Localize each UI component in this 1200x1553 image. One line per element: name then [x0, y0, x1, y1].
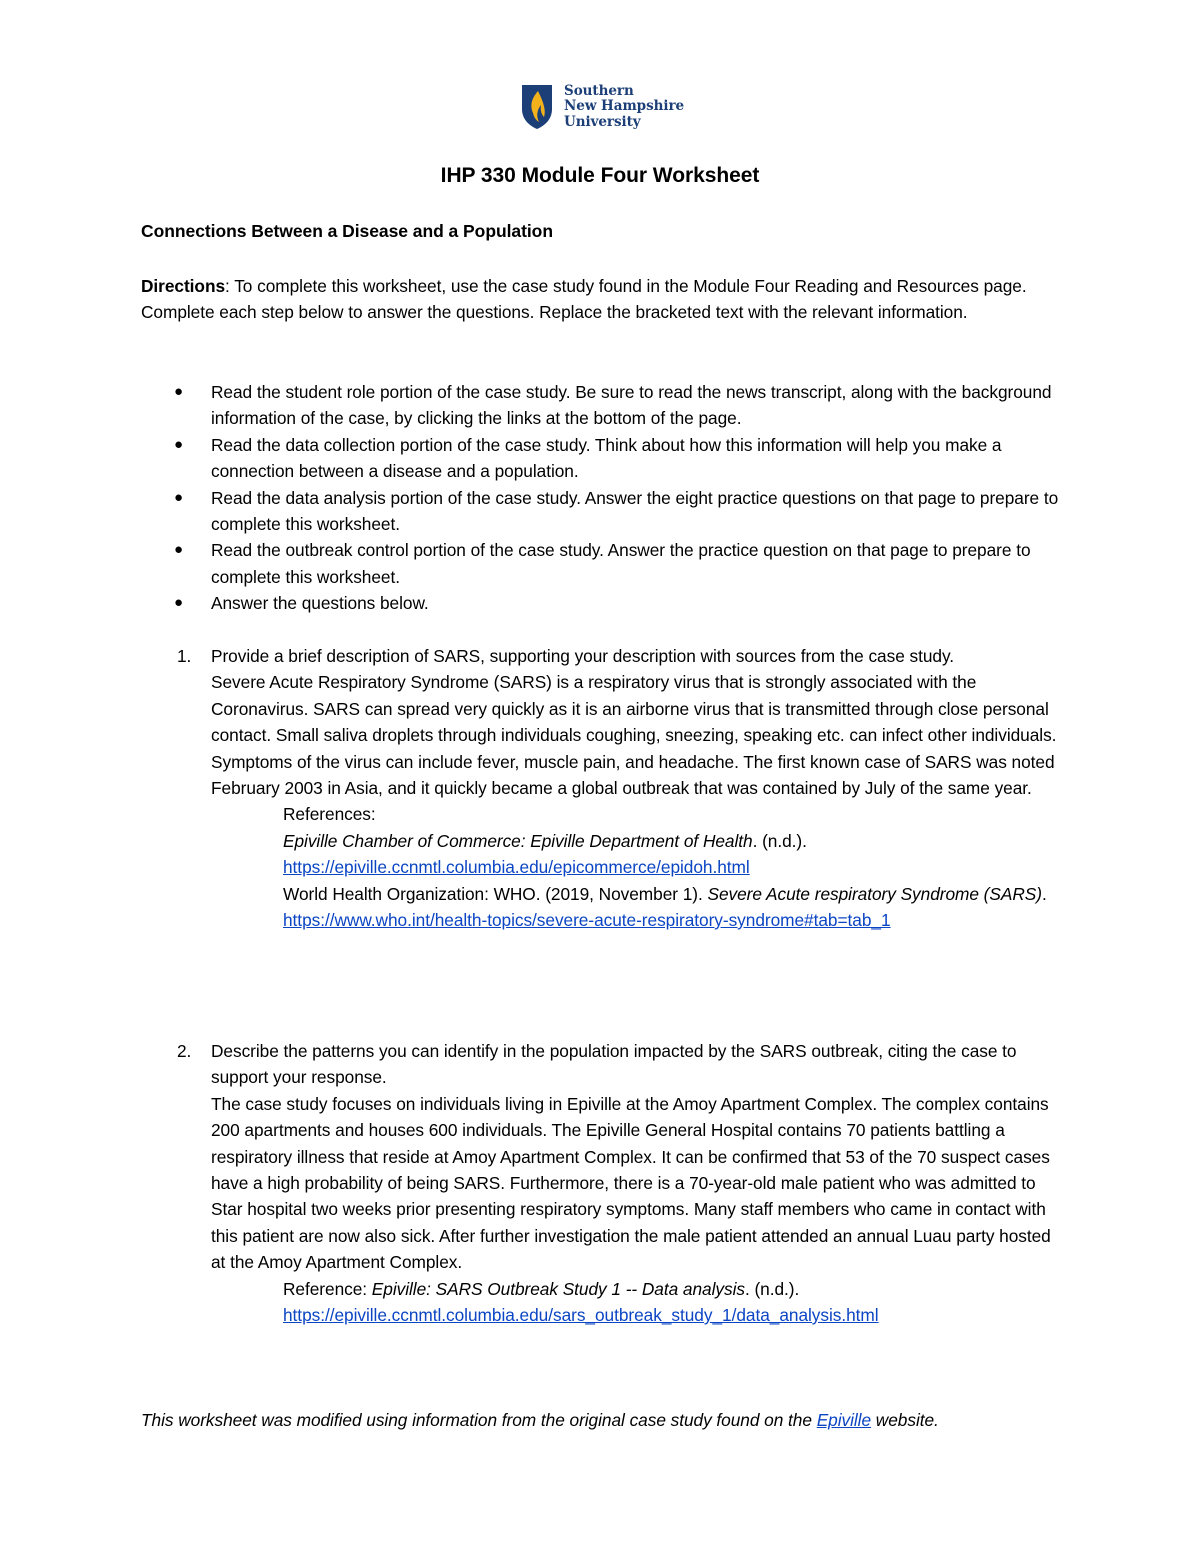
reference-date: . (n.d.).	[744, 1278, 800, 1299]
list-item-text: Answer the questions below.	[211, 593, 429, 614]
list-item-text: Read the student role portion of the case study. Be sure to read the news transcript, along with the background information of the case, by clicking the links at the bottom of the page.	[211, 382, 1052, 429]
shield-flame-icon	[520, 83, 554, 131]
references	[283, 801, 1061, 933]
question-text: Describe the patterns you can identify in the population impacted by the SARS outbreak, citing the case to support your response.	[211, 1041, 1017, 1088]
reference-label: Reference:	[283, 1278, 372, 1299]
footer-note	[141, 1405, 1041, 1435]
question-2	[141, 1038, 1061, 1328]
directions-paragraph	[141, 273, 1061, 326]
bullet-icon: ●	[174, 594, 184, 612]
list-item	[141, 590, 1061, 616]
instruction-list	[141, 379, 1061, 617]
reference-title: Severe Acute respiratory Syndrome (SARS)	[707, 883, 1042, 904]
page-title: IHP 330 Module Four Worksheet	[440, 164, 760, 187]
reference-separator: .	[1041, 883, 1047, 904]
logo-wordmark	[564, 84, 684, 131]
bullet-icon: ●	[174, 488, 184, 506]
list-item-text: Read the outbreak control portion of the case study. Answer the practice question on that page to prepare to complete this worksheet.	[211, 540, 1031, 587]
list-item-text: Read the data collection portion of the case study. Think about how this information will help you make a connection between a disease and a population.	[211, 434, 1002, 482]
bullet-icon: ●	[174, 541, 184, 559]
page-subtitle: Connections Between a Disease and a Population	[141, 221, 553, 241]
references-label: References:	[283, 804, 376, 825]
reference	[283, 1276, 1061, 1329]
reference-link[interactable]: https://epiville.ccnmtl.columbia.edu/sars_outbreak_study_1/data_analysis.html	[283, 1305, 879, 1326]
reference-title: Epiville Chamber of Commerce: Epiville Department of Health	[283, 830, 753, 851]
reference-link[interactable]: https://www.who.int/health-topics/severe-acute-respiratory-syndrome#tab=tab_1	[283, 910, 891, 931]
question-number: 2.	[177, 1041, 192, 1061]
logo-line-3: University	[564, 113, 641, 130]
logo-line-2: New Hampshire	[564, 98, 685, 115]
footer-text: This worksheet was modified using information from the original case study found on the	[141, 1410, 817, 1430]
reference-1	[283, 828, 1061, 881]
question-text: Provide a brief description of SARS, supporting your description with sources from the case study.	[211, 646, 955, 666]
question-1	[141, 643, 1061, 933]
list-item	[141, 379, 1061, 432]
logo-line-1: Southern	[564, 82, 634, 99]
epiville-link[interactable]: Epiville	[816, 1410, 872, 1430]
answer-text: Severe Acute Respiratory Syndrome (SARS) is a respiratory virus that is strongly associated with the Coronavirus. SARS can spread very quickly as it is an airborne virus that is transmitted through close personal contact. Small saliva droplets through individuals coughing, sneezing, speaking etc. can infect other individuals. Symptoms of the virus can include fever, muscle pain, and headache. The first known case of SARS was noted February 2003 in Asia, and it quickly became a global outbreak that was contained by July of the same year.	[211, 672, 1057, 799]
reference-link[interactable]: https://epiville.ccnmtl.columbia.edu/epicommerce/epidoh.html	[283, 857, 750, 878]
footer-text-end: website.	[871, 1410, 939, 1430]
list-item	[141, 432, 1061, 485]
bullet-icon: ●	[174, 383, 184, 400]
list-item	[141, 537, 1061, 590]
directions-label: Directions	[141, 276, 226, 296]
reference-2	[283, 881, 1061, 934]
directions-text: : To complete this worksheet, use the case study found in the Module Four Reading and Resources page. Complete each step below to answer the questions. Replace the bracketed text with the relevant information.	[141, 276, 1027, 323]
answer-text: The case study focuses on individuals living in Epiville at the Amoy Apartment Complex. The complex contains 200 apartments and houses 600 individuals. The Epiville General Hospital contains 70 patients battling a respiratory illness that reside at Amoy Apartment Complex. It can be confirmed that 53 of the 70 suspect cases have a high probability of being SARS. Furthermore, there is a 70-year-old male patient who was admitted to Star hospital two weeks prior presenting respiratory symptoms. Many staff members who came in contact with this patient are now also sick. After further investigation the male patient attended an annual Luau party hosted at the Amoy Apartment Complex.	[211, 1093, 1051, 1273]
list-item-text: Read the data analysis portion of the case study. Answer the eight practice questions on that page to prepare to complete this worksheet.	[211, 487, 1059, 535]
list-item	[141, 485, 1061, 538]
reference-date: . (n.d.).	[752, 830, 807, 851]
reference-title: Epiville: SARS Outbreak Study 1 -- Data analysis	[371, 1278, 745, 1299]
bullet-icon: ●	[174, 435, 184, 453]
question-number: 1.	[177, 646, 192, 666]
reference-author: World Health Organization: WHO. (2019, November 1).	[283, 883, 708, 904]
snhu-logo	[520, 83, 684, 131]
